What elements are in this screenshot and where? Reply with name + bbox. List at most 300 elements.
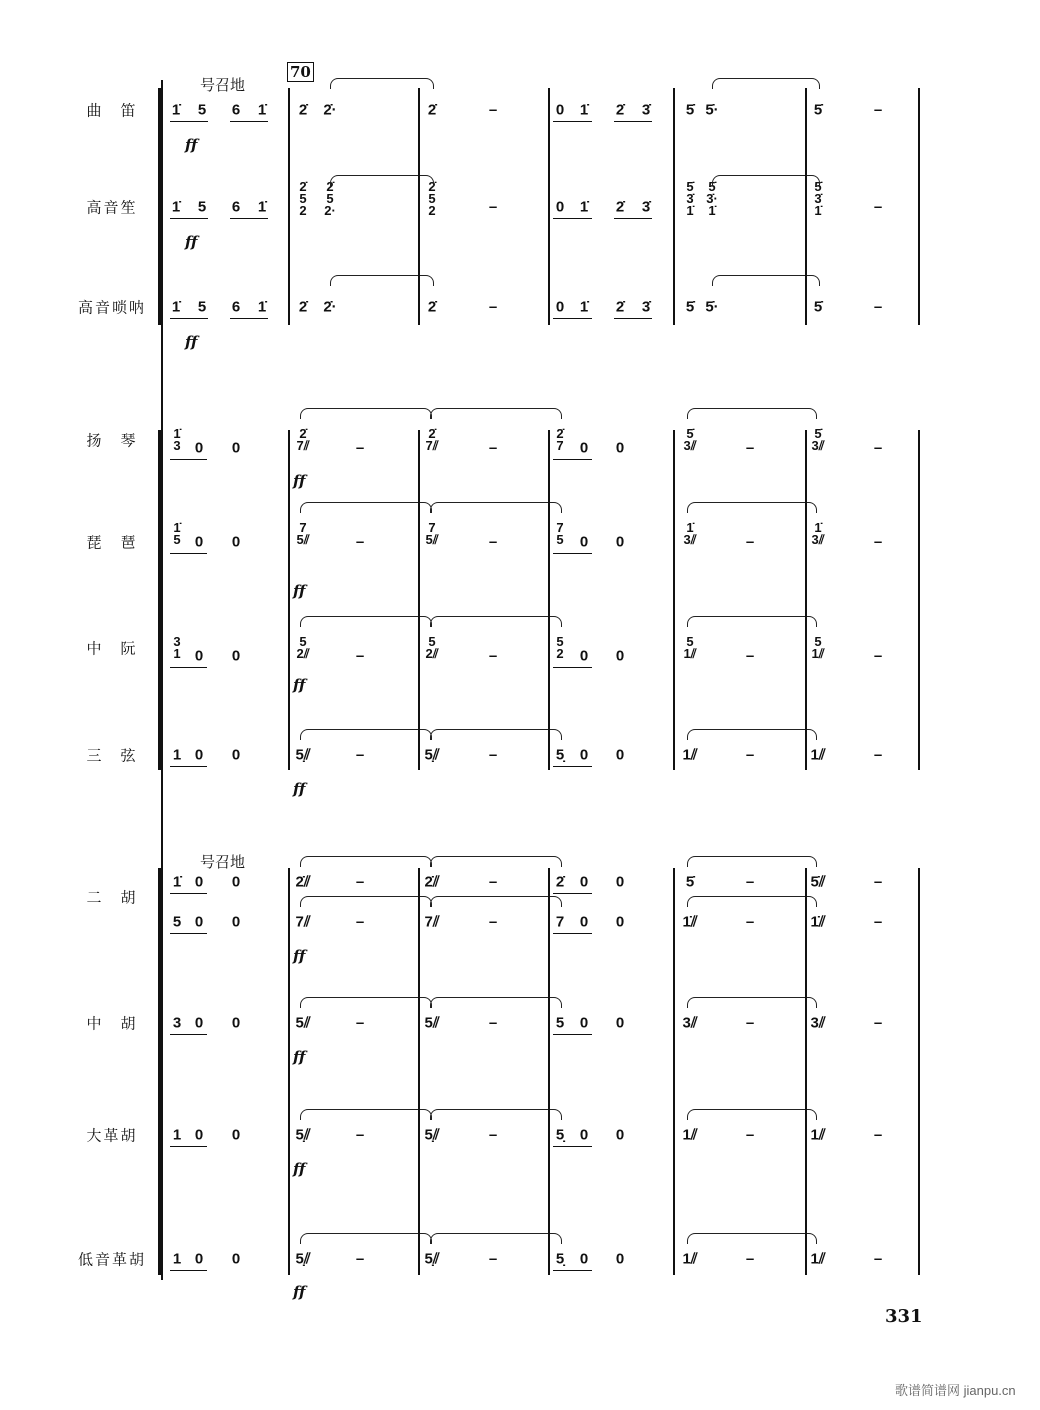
note: 3 [172, 1014, 182, 1032]
chord-note: 3̇· [706, 191, 718, 206]
note [173, 428, 180, 452]
note: – [745, 439, 755, 457]
note: 6 [231, 101, 241, 119]
note: 1⫽ [682, 746, 698, 764]
chord-note: 5̇ [708, 179, 716, 194]
chord-note: 2 [556, 646, 564, 661]
tie-slur [430, 997, 562, 1008]
instrument-label: 扬 琴 [86, 431, 138, 450]
tie-slur [300, 1233, 432, 1244]
note: 0 [231, 647, 241, 665]
note: 0 [555, 198, 565, 216]
note: 0 [579, 533, 589, 551]
tie-slur [300, 616, 432, 627]
note: – [745, 873, 755, 891]
note [811, 636, 824, 660]
note: 2̇ [615, 298, 625, 316]
note: 0 [231, 533, 241, 551]
instrument-label: 曲 笛 [86, 101, 138, 120]
dynamic-ff: ff [293, 676, 306, 694]
note: 0 [615, 439, 625, 457]
note: 5⫽ [295, 1014, 311, 1032]
note [299, 181, 306, 217]
note: – [488, 746, 498, 764]
note [686, 181, 693, 217]
eighth-underline [553, 1034, 592, 1035]
note: 5 [197, 101, 207, 119]
chord-note: 3̇ [686, 191, 694, 206]
note: 0 [579, 1014, 589, 1032]
note: 1̇ [257, 198, 267, 216]
note: – [873, 1250, 883, 1268]
tie-slur [300, 856, 432, 867]
note: – [745, 647, 755, 665]
note: 1⫽ [810, 746, 826, 764]
eighth-underline [553, 459, 592, 460]
note [683, 522, 696, 546]
note: 5̣⫽ [295, 1250, 311, 1268]
instrument-label: 中 阮 [86, 639, 138, 658]
eighth-underline [170, 318, 208, 319]
chord-note: 5 [299, 634, 307, 649]
chord-note: 1⫽ [683, 646, 697, 661]
note: 0 [579, 647, 589, 665]
note: 0 [194, 873, 204, 891]
note: 1⫽ [810, 1250, 826, 1268]
eighth-underline [170, 766, 207, 767]
chord-note: 5 [556, 532, 564, 547]
chord-note: 2· [324, 203, 336, 218]
eighth-underline [553, 318, 592, 319]
tie-slur [430, 1109, 562, 1120]
chord-note: 1̇ [173, 520, 181, 535]
note: 0 [194, 1126, 204, 1144]
note: 5̇ [685, 873, 695, 891]
note: 5̇ [813, 298, 823, 316]
note: 7⫽ [424, 913, 440, 931]
note: – [355, 1250, 365, 1268]
note: 5̣ [555, 1250, 565, 1268]
note: 0 [194, 439, 204, 457]
tie-slur [300, 729, 432, 740]
eighth-underline [553, 1146, 592, 1147]
tie-slur [300, 1109, 432, 1120]
note: – [355, 913, 365, 931]
eighth-underline [170, 218, 208, 219]
eighth-underline [553, 553, 592, 554]
note: – [488, 198, 498, 216]
tie-slur [430, 1233, 562, 1244]
note: 1̇ [579, 101, 589, 119]
note: 0 [615, 1126, 625, 1144]
chord-note: 2 [428, 203, 436, 218]
tie-slur [687, 729, 817, 740]
barline [673, 868, 675, 1275]
tie-slur [430, 502, 562, 513]
dynamic-ff: ff [185, 136, 198, 154]
chord-note: 7 [299, 520, 307, 535]
tie-slur [430, 896, 562, 907]
tie-slur [687, 896, 817, 907]
eighth-underline [614, 121, 652, 122]
eighth-underline [170, 933, 207, 934]
note: 3̇ [641, 198, 651, 216]
barline [548, 88, 550, 325]
note: 0 [231, 913, 241, 931]
barline [418, 88, 420, 325]
note: – [745, 1250, 755, 1268]
dynamic-ff: ff [185, 233, 198, 251]
dynamic-ff: ff [293, 1160, 306, 1178]
instrument-label: 中 胡 [86, 1014, 138, 1033]
barline [673, 88, 675, 325]
note [683, 636, 696, 660]
note: 0 [615, 533, 625, 551]
note: 5̣⫽ [424, 1250, 440, 1268]
note: 0 [194, 1014, 204, 1032]
chord-note: 7 [556, 520, 564, 535]
note: 5̣⫽ [424, 1126, 440, 1144]
note: – [873, 647, 883, 665]
note: 1̇ [257, 298, 267, 316]
note: 0 [194, 1250, 204, 1268]
note [811, 428, 824, 452]
barline [288, 430, 290, 770]
note: 7 [555, 913, 565, 931]
note [173, 636, 180, 660]
dynamic-ff: ff [293, 1283, 306, 1301]
note: – [745, 746, 755, 764]
chord-note: 3 [173, 634, 181, 649]
note [173, 522, 180, 546]
chord-note: 1̇ [686, 520, 694, 535]
barline [288, 88, 290, 325]
note: 1 [172, 1250, 182, 1268]
note: 2̇ [615, 198, 625, 216]
barline [418, 868, 420, 1275]
note: 5 [197, 298, 207, 316]
barline [918, 868, 920, 1275]
chord-note: 3̇ [814, 191, 822, 206]
barline [548, 430, 550, 770]
eighth-underline [170, 1270, 207, 1271]
note: 0 [194, 647, 204, 665]
note: 3̇ [641, 101, 651, 119]
instrument-label: 低音革胡 [77, 1250, 146, 1269]
chord-note: 5⫽ [425, 532, 439, 547]
chord-note: 7⫽ [296, 438, 310, 453]
note: 0 [194, 746, 204, 764]
note: – [488, 533, 498, 551]
eighth-underline [170, 1034, 207, 1035]
eighth-underline [170, 459, 207, 460]
chord-note: 1̇ [173, 426, 181, 441]
barline [918, 88, 920, 325]
note: 1̇ [579, 298, 589, 316]
note [296, 428, 309, 452]
tie-slur [300, 896, 432, 907]
chord-note: 3⫽ [683, 532, 697, 547]
note: 5̇ [813, 101, 823, 119]
note: 5 [555, 1014, 565, 1032]
note: – [355, 439, 365, 457]
note: 5̇⫽ [810, 873, 826, 891]
note: – [488, 1250, 498, 1268]
note: 0 [579, 873, 589, 891]
tie-slur [430, 616, 562, 627]
dynamic-ff: ff [293, 947, 306, 965]
note: 0 [231, 1014, 241, 1032]
note [428, 181, 435, 217]
chord-note: 5 [556, 634, 564, 649]
note: 0 [231, 873, 241, 891]
chord-note: 5 [173, 532, 181, 547]
note: 0 [615, 1250, 625, 1268]
note [706, 181, 718, 217]
chord-note: 7 [556, 438, 564, 453]
note: 5̣⫽ [295, 746, 311, 764]
note: 2̇ [615, 101, 625, 119]
tie-slur [687, 1109, 817, 1120]
note: 5 [197, 198, 207, 216]
instrument-label: 高音笙 [86, 198, 138, 217]
instrument-label: 二 胡 [86, 888, 138, 907]
tie-slur [430, 408, 562, 419]
chord-note: 5̇ [814, 179, 822, 194]
note: 0 [231, 746, 241, 764]
note: 3⫽ [810, 1014, 826, 1032]
note: 5̇ [685, 298, 695, 316]
tie-slur [430, 729, 562, 740]
barline [805, 868, 807, 1275]
instrument-label: 三 弦 [86, 746, 138, 765]
note: 5̣ [555, 1126, 565, 1144]
note: 2̇· [323, 101, 337, 119]
note: – [488, 913, 498, 931]
chord-note: 1⫽ [811, 646, 825, 661]
chord-note: 2̇ [556, 426, 564, 441]
note: 2̇⫽ [295, 873, 311, 891]
note: 0 [615, 1014, 625, 1032]
eighth-underline [553, 893, 592, 894]
barline [918, 430, 920, 770]
note: 0 [579, 1250, 589, 1268]
eighth-underline [553, 121, 592, 122]
dynamic-ff: ff [293, 1048, 306, 1066]
eighth-underline [170, 893, 207, 894]
note: 5̣ [555, 746, 565, 764]
note: 0 [579, 913, 589, 931]
note: 5̣⫽ [295, 1126, 311, 1144]
note: 0 [615, 746, 625, 764]
dynamic-ff: ff [185, 333, 198, 351]
chord-note: 5̇ [686, 179, 694, 194]
dynamic-ff: ff [293, 780, 306, 798]
note: 0 [555, 298, 565, 316]
tie-slur [687, 408, 817, 419]
chord-note: 1̇ [686, 203, 694, 218]
note: 0 [194, 913, 204, 931]
note: 0 [194, 533, 204, 551]
note: 0 [615, 913, 625, 931]
note: – [488, 647, 498, 665]
note: 6 [231, 198, 241, 216]
note: 5 [172, 913, 182, 931]
eighth-underline [553, 766, 592, 767]
eighth-underline [170, 1146, 207, 1147]
note: 0 [555, 101, 565, 119]
note: 5̇ [685, 101, 695, 119]
chord-note: 3 [173, 438, 181, 453]
tie-slur [687, 502, 817, 513]
note: 7⫽ [295, 913, 311, 931]
tie-slur [300, 502, 432, 513]
instrument-label: 琵 琶 [86, 533, 138, 552]
chord-note: 5̇ [686, 426, 694, 441]
expression-mark: 号召地 [200, 76, 246, 94]
note: 0 [579, 746, 589, 764]
tie-slur [712, 78, 820, 89]
note: – [355, 1014, 365, 1032]
note: – [873, 533, 883, 551]
chord-note: 5 [814, 634, 822, 649]
page-number: 331 [885, 1306, 923, 1327]
barline [418, 430, 420, 770]
chord-note: 5 [428, 634, 436, 649]
eighth-underline [170, 553, 207, 554]
note: – [873, 198, 883, 216]
chord-note: 2̇ [326, 179, 334, 194]
note: – [355, 1126, 365, 1144]
eighth-underline [553, 667, 592, 668]
note: 1̇ [172, 873, 182, 891]
eighth-underline [614, 318, 652, 319]
note [683, 428, 696, 452]
note: 5̣⫽ [424, 746, 440, 764]
chord-note: 3⫽ [811, 532, 825, 547]
note: 0 [579, 1126, 589, 1144]
eighth-underline [553, 933, 592, 934]
note: – [745, 533, 755, 551]
note: 2̇ [555, 873, 565, 891]
tie-slur [300, 997, 432, 1008]
chord-note: 5 [299, 191, 307, 206]
chord-note: 2⫽ [425, 646, 439, 661]
barline [548, 868, 550, 1275]
chord-note: 5 [686, 634, 694, 649]
note: – [488, 873, 498, 891]
note: 2̇· [323, 298, 337, 316]
note: 1 [172, 746, 182, 764]
eighth-underline [553, 1270, 592, 1271]
note: 1̇ [257, 101, 267, 119]
note [556, 636, 563, 660]
note: – [873, 1126, 883, 1144]
eighth-underline [230, 218, 268, 219]
eighth-underline [230, 121, 268, 122]
note [556, 522, 563, 546]
chord-note: 5̇ [814, 426, 822, 441]
note: 1̇⫽ [810, 913, 826, 931]
chord-note: 2̇ [299, 426, 307, 441]
tie-slur [712, 275, 820, 286]
note: – [488, 298, 498, 316]
note: 0 [231, 1126, 241, 1144]
tie-slur [300, 408, 432, 419]
note: 3̇ [641, 298, 651, 316]
barline [288, 868, 290, 1275]
chord-note: 5⫽ [296, 532, 310, 547]
system-line [161, 80, 163, 1280]
note: 0 [231, 1250, 241, 1268]
note: 2̇ [298, 101, 308, 119]
tie-slur [687, 616, 817, 627]
barline [805, 88, 807, 325]
note: 3⫽ [682, 1014, 698, 1032]
tie-slur [712, 175, 820, 186]
tie-slur [687, 856, 817, 867]
note: – [873, 746, 883, 764]
chord-note: 2̇ [428, 179, 436, 194]
note: – [355, 873, 365, 891]
note [324, 181, 336, 217]
note: 1̇ [579, 198, 589, 216]
note: 1̇⫽ [682, 913, 698, 931]
note: – [355, 647, 365, 665]
note: 5̇· [705, 101, 719, 119]
note: – [488, 1126, 498, 1144]
note: – [355, 746, 365, 764]
note: 0 [615, 873, 625, 891]
note [811, 522, 824, 546]
chord-note: 2⫽ [296, 646, 310, 661]
note: – [873, 913, 883, 931]
note: 2̇ [427, 298, 437, 316]
note: 1 [172, 1126, 182, 1144]
note: 1̇ [171, 198, 181, 216]
note: 2̇ [427, 101, 437, 119]
note: 2̇ [298, 298, 308, 316]
note: 2̇⫽ [424, 873, 440, 891]
note: – [873, 1014, 883, 1032]
note [556, 428, 563, 452]
eighth-underline [614, 218, 652, 219]
note: 1⫽ [682, 1250, 698, 1268]
note: – [873, 101, 883, 119]
note: – [488, 101, 498, 119]
tie-slur [687, 997, 817, 1008]
chord-note: 5 [326, 191, 334, 206]
note: – [745, 1126, 755, 1144]
chord-note: 3⫽ [811, 438, 825, 453]
note: 1̇ [171, 101, 181, 119]
note: – [488, 439, 498, 457]
chord-note: 5 [428, 191, 436, 206]
note [814, 181, 821, 217]
eighth-underline [170, 121, 208, 122]
chord-note: 7⫽ [425, 438, 439, 453]
note: – [488, 1014, 498, 1032]
note [296, 522, 309, 546]
note: – [873, 873, 883, 891]
note [425, 428, 438, 452]
note [296, 636, 309, 660]
eighth-underline [553, 218, 592, 219]
chord-note: 3⫽ [683, 438, 697, 453]
barline [673, 430, 675, 770]
note: 0 [579, 439, 589, 457]
tie-slur [430, 856, 562, 867]
